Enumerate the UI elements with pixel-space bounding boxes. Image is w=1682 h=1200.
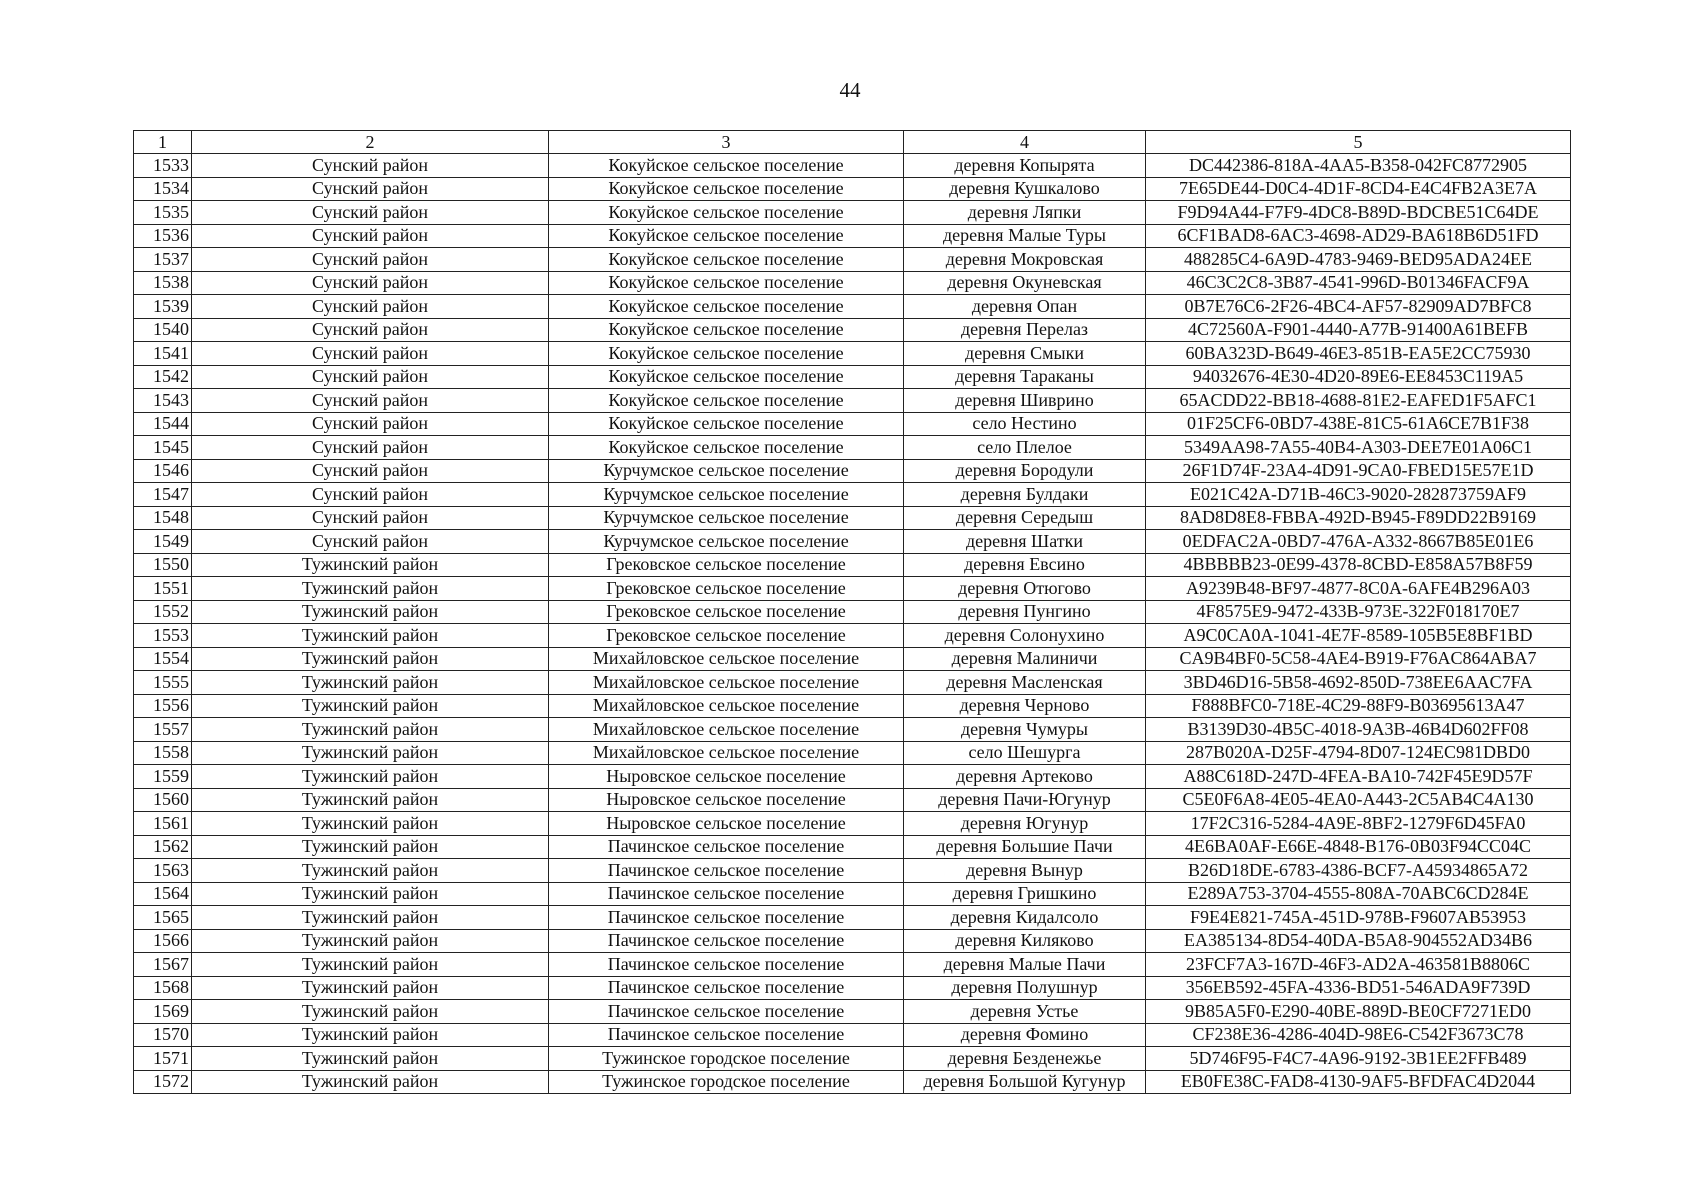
- row-number: 1558: [134, 741, 192, 765]
- table-row: [134, 647, 1571, 671]
- district-cell: Сунский район: [192, 154, 549, 178]
- row-number: 1556: [134, 694, 192, 718]
- district-cell: Сунский район: [192, 248, 549, 272]
- table-row: [134, 929, 1571, 953]
- district-cell: Тужинский район: [192, 647, 549, 671]
- row-number: 1557: [134, 718, 192, 742]
- row-number: 1563: [134, 859, 192, 883]
- locality-cell: деревня Перелаз: [904, 318, 1146, 342]
- table-row: [134, 459, 1571, 483]
- district-cell: Тужинский район: [192, 600, 549, 624]
- guid-cell: 4BBBBB23-0E99-4378-8CBD-E858A57B8F59: [1146, 553, 1571, 577]
- row-number: 1544: [134, 412, 192, 436]
- locality-cell: деревня Полушнур: [904, 976, 1146, 1000]
- district-cell: Тужинский район: [192, 835, 549, 859]
- guid-cell: 9B85A5F0-E290-40BE-889D-BE0CF7271ED0: [1146, 1000, 1571, 1024]
- guid-cell: 17F2C316-5284-4A9E-8BF2-1279F6D45FA0: [1146, 812, 1571, 836]
- guid-cell: 5D746F95-F4C7-4A96-9192-3B1EE2FFB489: [1146, 1047, 1571, 1071]
- guid-cell: CF238E36-4286-404D-98E6-C542F3673C78: [1146, 1023, 1571, 1047]
- row-number: 1568: [134, 976, 192, 1000]
- guid-cell: 0B7E76C6-2F26-4BC4-AF57-82909AD7BFC8: [1146, 295, 1571, 319]
- district-cell: Сунский район: [192, 530, 549, 554]
- row-number: 1567: [134, 953, 192, 977]
- table-row: [134, 812, 1571, 836]
- column-header-settlement: 3: [549, 131, 904, 154]
- guid-cell: 65ACDD22-BB18-4688-81E2-EAFED1F5AFC1: [1146, 389, 1571, 413]
- guid-cell: 94032676-4E30-4D20-89E6-EE8453C119A5: [1146, 365, 1571, 389]
- settlement-cell: Кокуйское сельское поселение: [549, 177, 904, 201]
- table-row: [134, 1070, 1571, 1094]
- table-row: [134, 694, 1571, 718]
- district-cell: Тужинский район: [192, 976, 549, 1000]
- column-header-number: 1: [134, 131, 192, 154]
- locality-cell: деревня Малые Пачи: [904, 953, 1146, 977]
- table-row: [134, 788, 1571, 812]
- guid-cell: A9239B48-BF97-4877-8C0A-6AFE4B296A03: [1146, 577, 1571, 601]
- locality-cell: деревня Бородули: [904, 459, 1146, 483]
- row-number: 1564: [134, 882, 192, 906]
- locality-cell: деревня Устье: [904, 1000, 1146, 1024]
- row-number: 1569: [134, 1000, 192, 1024]
- settlement-cell: Кокуйское сельское поселение: [549, 318, 904, 342]
- locality-cell: село Нестино: [904, 412, 1146, 436]
- guid-cell: 4C72560A-F901-4440-A77B-91400A61BEFB: [1146, 318, 1571, 342]
- district-cell: Сунский район: [192, 483, 549, 507]
- table-row: [134, 671, 1571, 695]
- table-row: [134, 530, 1571, 554]
- guid-cell: 488285C4-6A9D-4783-9469-BED95ADA24EE: [1146, 248, 1571, 272]
- district-cell: Тужинский район: [192, 812, 549, 836]
- district-cell: Сунский район: [192, 271, 549, 295]
- guid-cell: 5349AA98-7A55-40B4-A303-DEE7E01A06C1: [1146, 436, 1571, 460]
- settlement-cell: Пачинское сельское поселение: [549, 953, 904, 977]
- settlement-cell: Кокуйское сельское поселение: [549, 412, 904, 436]
- table-row: [134, 718, 1571, 742]
- settlement-cell: Тужинское городское поселение: [549, 1047, 904, 1071]
- guid-cell: E021C42A-D71B-46C3-9020-282873759AF9: [1146, 483, 1571, 507]
- row-number: 1560: [134, 788, 192, 812]
- district-cell: Сунский район: [192, 436, 549, 460]
- locality-cell: деревня Евсино: [904, 553, 1146, 577]
- settlement-cell: Михайловское сельское поселение: [549, 718, 904, 742]
- locality-cell: деревня Кидалсоло: [904, 906, 1146, 930]
- header-row: [134, 131, 1571, 154]
- locality-cell: деревня Середыш: [904, 506, 1146, 530]
- settlement-cell: Тужинское городское поселение: [549, 1070, 904, 1094]
- district-cell: Сунский район: [192, 365, 549, 389]
- district-cell: Тужинский район: [192, 1070, 549, 1094]
- locality-cell: деревня Шатки: [904, 530, 1146, 554]
- guid-cell: EA385134-8D54-40DA-B5A8-904552AD34B6: [1146, 929, 1571, 953]
- row-number: 1571: [134, 1047, 192, 1071]
- district-cell: Сунский район: [192, 224, 549, 248]
- locality-cell: деревня Большие Пачи: [904, 835, 1146, 859]
- district-cell: Сунский район: [192, 389, 549, 413]
- locality-cell: деревня Булдаки: [904, 483, 1146, 507]
- settlement-cell: Курчумское сельское поселение: [549, 459, 904, 483]
- settlement-cell: Пачинское сельское поселение: [549, 929, 904, 953]
- row-number: 1548: [134, 506, 192, 530]
- row-number: 1572: [134, 1070, 192, 1094]
- row-number: 1566: [134, 929, 192, 953]
- locality-cell: деревня Окуневская: [904, 271, 1146, 295]
- table-row: [134, 177, 1571, 201]
- row-number: 1541: [134, 342, 192, 366]
- table-row: [134, 906, 1571, 930]
- table-row: [134, 248, 1571, 272]
- district-cell: Тужинский район: [192, 906, 549, 930]
- guid-cell: E289A753-3704-4555-808A-70ABC6CD284E: [1146, 882, 1571, 906]
- column-header-district: 2: [192, 131, 549, 154]
- district-cell: Тужинский район: [192, 671, 549, 695]
- settlement-cell: Ныровское сельское поселение: [549, 765, 904, 789]
- settlement-cell: Курчумское сельское поселение: [549, 483, 904, 507]
- table-row: [134, 835, 1571, 859]
- row-number: 1542: [134, 365, 192, 389]
- table-row: [134, 859, 1571, 883]
- guid-cell: DC442386-818A-4AA5-B358-042FC8772905: [1146, 154, 1571, 178]
- district-cell: Тужинский район: [192, 1000, 549, 1024]
- guid-cell: 4F8575E9-9472-433B-973E-322F018170E7: [1146, 600, 1571, 624]
- guid-cell: 23FCF7A3-167D-46F3-AD2A-463581B8806C: [1146, 953, 1571, 977]
- guid-cell: B3139D30-4B5C-4018-9A3B-46B4D602FF08: [1146, 718, 1571, 742]
- district-cell: Сунский район: [192, 318, 549, 342]
- settlement-cell: Кокуйское сельское поселение: [549, 436, 904, 460]
- locality-cell: деревня Ляпки: [904, 201, 1146, 225]
- district-cell: Тужинский район: [192, 741, 549, 765]
- locality-cell: деревня Безденежье: [904, 1047, 1146, 1071]
- table-row: [134, 600, 1571, 624]
- guid-cell: F9D94A44-F7F9-4DC8-B89D-BDCBE51C64DE: [1146, 201, 1571, 225]
- guid-cell: F9E4E821-745A-451D-978B-F9607AB53953: [1146, 906, 1571, 930]
- row-number: 1555: [134, 671, 192, 695]
- table-row: [134, 224, 1571, 248]
- guid-cell: 3BD46D16-5B58-4692-850D-738EE6AAC7FA: [1146, 671, 1571, 695]
- column-header-locality: 4: [904, 131, 1146, 154]
- table-row: [134, 506, 1571, 530]
- locality-cell: деревня Артеково: [904, 765, 1146, 789]
- settlement-cell: Грековское сельское поселение: [549, 553, 904, 577]
- settlement-cell: Пачинское сельское поселение: [549, 1023, 904, 1047]
- table-row: [134, 1000, 1571, 1024]
- settlement-cell: Пачинское сельское поселение: [549, 882, 904, 906]
- row-number: 1552: [134, 600, 192, 624]
- settlement-cell: Курчумское сельское поселение: [549, 506, 904, 530]
- settlement-cell: Кокуйское сельское поселение: [549, 365, 904, 389]
- settlement-cell: Пачинское сельское поселение: [549, 976, 904, 1000]
- guid-cell: 4E6BA0AF-E66E-4848-B176-0B03F94CC04C: [1146, 835, 1571, 859]
- locality-cell: деревня Мокровская: [904, 248, 1146, 272]
- locality-cell: деревня Большой Кугунур: [904, 1070, 1146, 1094]
- guid-cell: 287B020A-D25F-4794-8D07-124EC981DBD0: [1146, 741, 1571, 765]
- settlement-cell: Кокуйское сельское поселение: [549, 271, 904, 295]
- district-cell: Тужинский район: [192, 788, 549, 812]
- guid-cell: A9C0CA0A-1041-4E7F-8589-105B5E8BF1BD: [1146, 624, 1571, 648]
- settlement-cell: Пачинское сельское поселение: [549, 906, 904, 930]
- guid-cell: 0EDFAC2A-0BD7-476A-A332-8667B85E01E6: [1146, 530, 1571, 554]
- settlement-cell: Кокуйское сельское поселение: [549, 389, 904, 413]
- locality-cell: деревня Пунгино: [904, 600, 1146, 624]
- table-row: [134, 976, 1571, 1000]
- locality-cell: деревня Киляково: [904, 929, 1146, 953]
- row-number: 1559: [134, 765, 192, 789]
- table-row: [134, 365, 1571, 389]
- district-cell: Сунский район: [192, 412, 549, 436]
- table-row: [134, 953, 1571, 977]
- table-row: [134, 271, 1571, 295]
- guid-cell: F888BFC0-718E-4C29-88F9-B03695613A47: [1146, 694, 1571, 718]
- locality-cell: деревня Тараканы: [904, 365, 1146, 389]
- locality-cell: деревня Смыки: [904, 342, 1146, 366]
- settlement-cell: Ныровское сельское поселение: [549, 812, 904, 836]
- guid-cell: 60BA323D-B649-46E3-851B-EA5E2CC75930: [1146, 342, 1571, 366]
- row-number: 1550: [134, 553, 192, 577]
- settlement-cell: Кокуйское сельское поселение: [549, 224, 904, 248]
- guid-cell: 7E65DE44-D0C4-4D1F-8CD4-E4C4FB2A3E7A: [1146, 177, 1571, 201]
- locality-cell: деревня Кушкалово: [904, 177, 1146, 201]
- table-row: [134, 318, 1571, 342]
- table-row: [134, 389, 1571, 413]
- row-number: 1554: [134, 647, 192, 671]
- settlement-cell: Пачинское сельское поселение: [549, 835, 904, 859]
- locality-cell: деревня Солонухино: [904, 624, 1146, 648]
- table-row: [134, 577, 1571, 601]
- locality-cell: деревня Шиврино: [904, 389, 1146, 413]
- locality-cell: деревня Отюгово: [904, 577, 1146, 601]
- locality-cell: деревня Чумуры: [904, 718, 1146, 742]
- table-row: [134, 741, 1571, 765]
- table-row: [134, 483, 1571, 507]
- district-cell: Тужинский район: [192, 577, 549, 601]
- guid-cell: A88C618D-247D-4FEA-BA10-742F45E9D57F: [1146, 765, 1571, 789]
- settlement-cell: Кокуйское сельское поселение: [549, 154, 904, 178]
- district-cell: Тужинский район: [192, 553, 549, 577]
- row-number: 1570: [134, 1023, 192, 1047]
- row-number: 1561: [134, 812, 192, 836]
- settlement-cell: Грековское сельское поселение: [549, 624, 904, 648]
- district-cell: Тужинский район: [192, 624, 549, 648]
- settlement-cell: Михайловское сельское поселение: [549, 741, 904, 765]
- table-row: [134, 624, 1571, 648]
- settlement-cell: Кокуйское сельское поселение: [549, 201, 904, 225]
- settlement-cell: Ныровское сельское поселение: [549, 788, 904, 812]
- locality-cell: деревня Малиничи: [904, 647, 1146, 671]
- row-number: 1553: [134, 624, 192, 648]
- district-cell: Сунский район: [192, 177, 549, 201]
- row-number: 1537: [134, 248, 192, 272]
- table-row: [134, 1047, 1571, 1071]
- table-row: [134, 201, 1571, 225]
- row-number: 1546: [134, 459, 192, 483]
- table-body: [134, 154, 1571, 1094]
- district-cell: Сунский район: [192, 295, 549, 319]
- row-number: 1535: [134, 201, 192, 225]
- settlement-cell: Грековское сельское поселение: [549, 577, 904, 601]
- row-number: 1551: [134, 577, 192, 601]
- district-cell: Тужинский район: [192, 859, 549, 883]
- guid-cell: 26F1D74F-23A4-4D91-9CA0-FBED15E57E1D: [1146, 459, 1571, 483]
- row-number: 1538: [134, 271, 192, 295]
- row-number: 1543: [134, 389, 192, 413]
- column-header-guid: 5: [1146, 131, 1571, 154]
- guid-cell: 6CF1BAD8-6AC3-4698-AD29-BA618B6D51FD: [1146, 224, 1571, 248]
- locality-cell: деревня Югунур: [904, 812, 1146, 836]
- guid-cell: 356EB592-45FA-4336-BD51-546ADA9F739D: [1146, 976, 1571, 1000]
- table-row: [134, 295, 1571, 319]
- row-number: 1534: [134, 177, 192, 201]
- table-header: [134, 131, 1571, 154]
- settlement-cell: Михайловское сельское поселение: [549, 694, 904, 718]
- guid-cell: CA9B4BF0-5C58-4AE4-B919-F76AC864ABA7: [1146, 647, 1571, 671]
- guid-cell: 01F25CF6-0BD7-438E-81C5-61A6CE7B1F38: [1146, 412, 1571, 436]
- settlement-cell: Курчумское сельское поселение: [549, 530, 904, 554]
- district-cell: Тужинский район: [192, 882, 549, 906]
- row-number: 1562: [134, 835, 192, 859]
- table-row: [134, 1023, 1571, 1047]
- table-row: [134, 412, 1571, 436]
- locality-cell: деревня Пачи-Югунур: [904, 788, 1146, 812]
- district-cell: Сунский район: [192, 201, 549, 225]
- district-cell: Тужинский район: [192, 953, 549, 977]
- district-cell: Тужинский район: [192, 1023, 549, 1047]
- row-number: 1565: [134, 906, 192, 930]
- locality-cell: село Шешурга: [904, 741, 1146, 765]
- settlement-cell: Кокуйское сельское поселение: [549, 295, 904, 319]
- locality-cell: деревня Вынур: [904, 859, 1146, 883]
- settlement-cell: Пачинское сельское поселение: [549, 859, 904, 883]
- guid-cell: EB0FE38C-FAD8-4130-9AF5-BFDFAC4D2044: [1146, 1070, 1571, 1094]
- table-row: [134, 342, 1571, 366]
- settlement-cell: Кокуйское сельское поселение: [549, 248, 904, 272]
- page-number: 44: [839, 78, 861, 102]
- district-cell: Тужинский район: [192, 718, 549, 742]
- locality-cell: деревня Масленская: [904, 671, 1146, 695]
- table-row: [134, 436, 1571, 460]
- district-cell: Сунский район: [192, 342, 549, 366]
- guid-cell: 8AD8D8E8-FBBA-492D-B945-F89DD22B9169: [1146, 506, 1571, 530]
- row-number: 1533: [134, 154, 192, 178]
- settlement-cell: Михайловское сельское поселение: [549, 647, 904, 671]
- district-cell: Тужинский район: [192, 929, 549, 953]
- settlement-cell: Михайловское сельское поселение: [549, 671, 904, 695]
- settlements-table: [133, 130, 1571, 1094]
- guid-cell: B26D18DE-6783-4386-BCF7-A45934865A72: [1146, 859, 1571, 883]
- locality-cell: деревня Фомино: [904, 1023, 1146, 1047]
- table-row: [134, 154, 1571, 178]
- locality-cell: деревня Опан: [904, 295, 1146, 319]
- table-row: [134, 553, 1571, 577]
- district-cell: Тужинский район: [192, 1047, 549, 1071]
- district-cell: Тужинский район: [192, 694, 549, 718]
- locality-cell: деревня Гришкино: [904, 882, 1146, 906]
- row-number: 1540: [134, 318, 192, 342]
- settlement-cell: Грековское сельское поселение: [549, 600, 904, 624]
- row-number: 1536: [134, 224, 192, 248]
- district-cell: Тужинский район: [192, 765, 549, 789]
- district-cell: Сунский район: [192, 459, 549, 483]
- table-row: [134, 765, 1571, 789]
- table-row: [134, 882, 1571, 906]
- guid-cell: 46C3C2C8-3B87-4541-996D-B01346FACF9A: [1146, 271, 1571, 295]
- guid-cell: C5E0F6A8-4E05-4EA0-A443-2C5AB4C4A130: [1146, 788, 1571, 812]
- row-number: 1545: [134, 436, 192, 460]
- district-cell: Сунский район: [192, 506, 549, 530]
- locality-cell: деревня Черново: [904, 694, 1146, 718]
- locality-cell: село Плелое: [904, 436, 1146, 460]
- locality-cell: деревня Малые Туры: [904, 224, 1146, 248]
- settlement-cell: Кокуйское сельское поселение: [549, 342, 904, 366]
- row-number: 1549: [134, 530, 192, 554]
- row-number: 1547: [134, 483, 192, 507]
- settlement-cell: Пачинское сельское поселение: [549, 1000, 904, 1024]
- locality-cell: деревня Копырята: [904, 154, 1146, 178]
- row-number: 1539: [134, 295, 192, 319]
